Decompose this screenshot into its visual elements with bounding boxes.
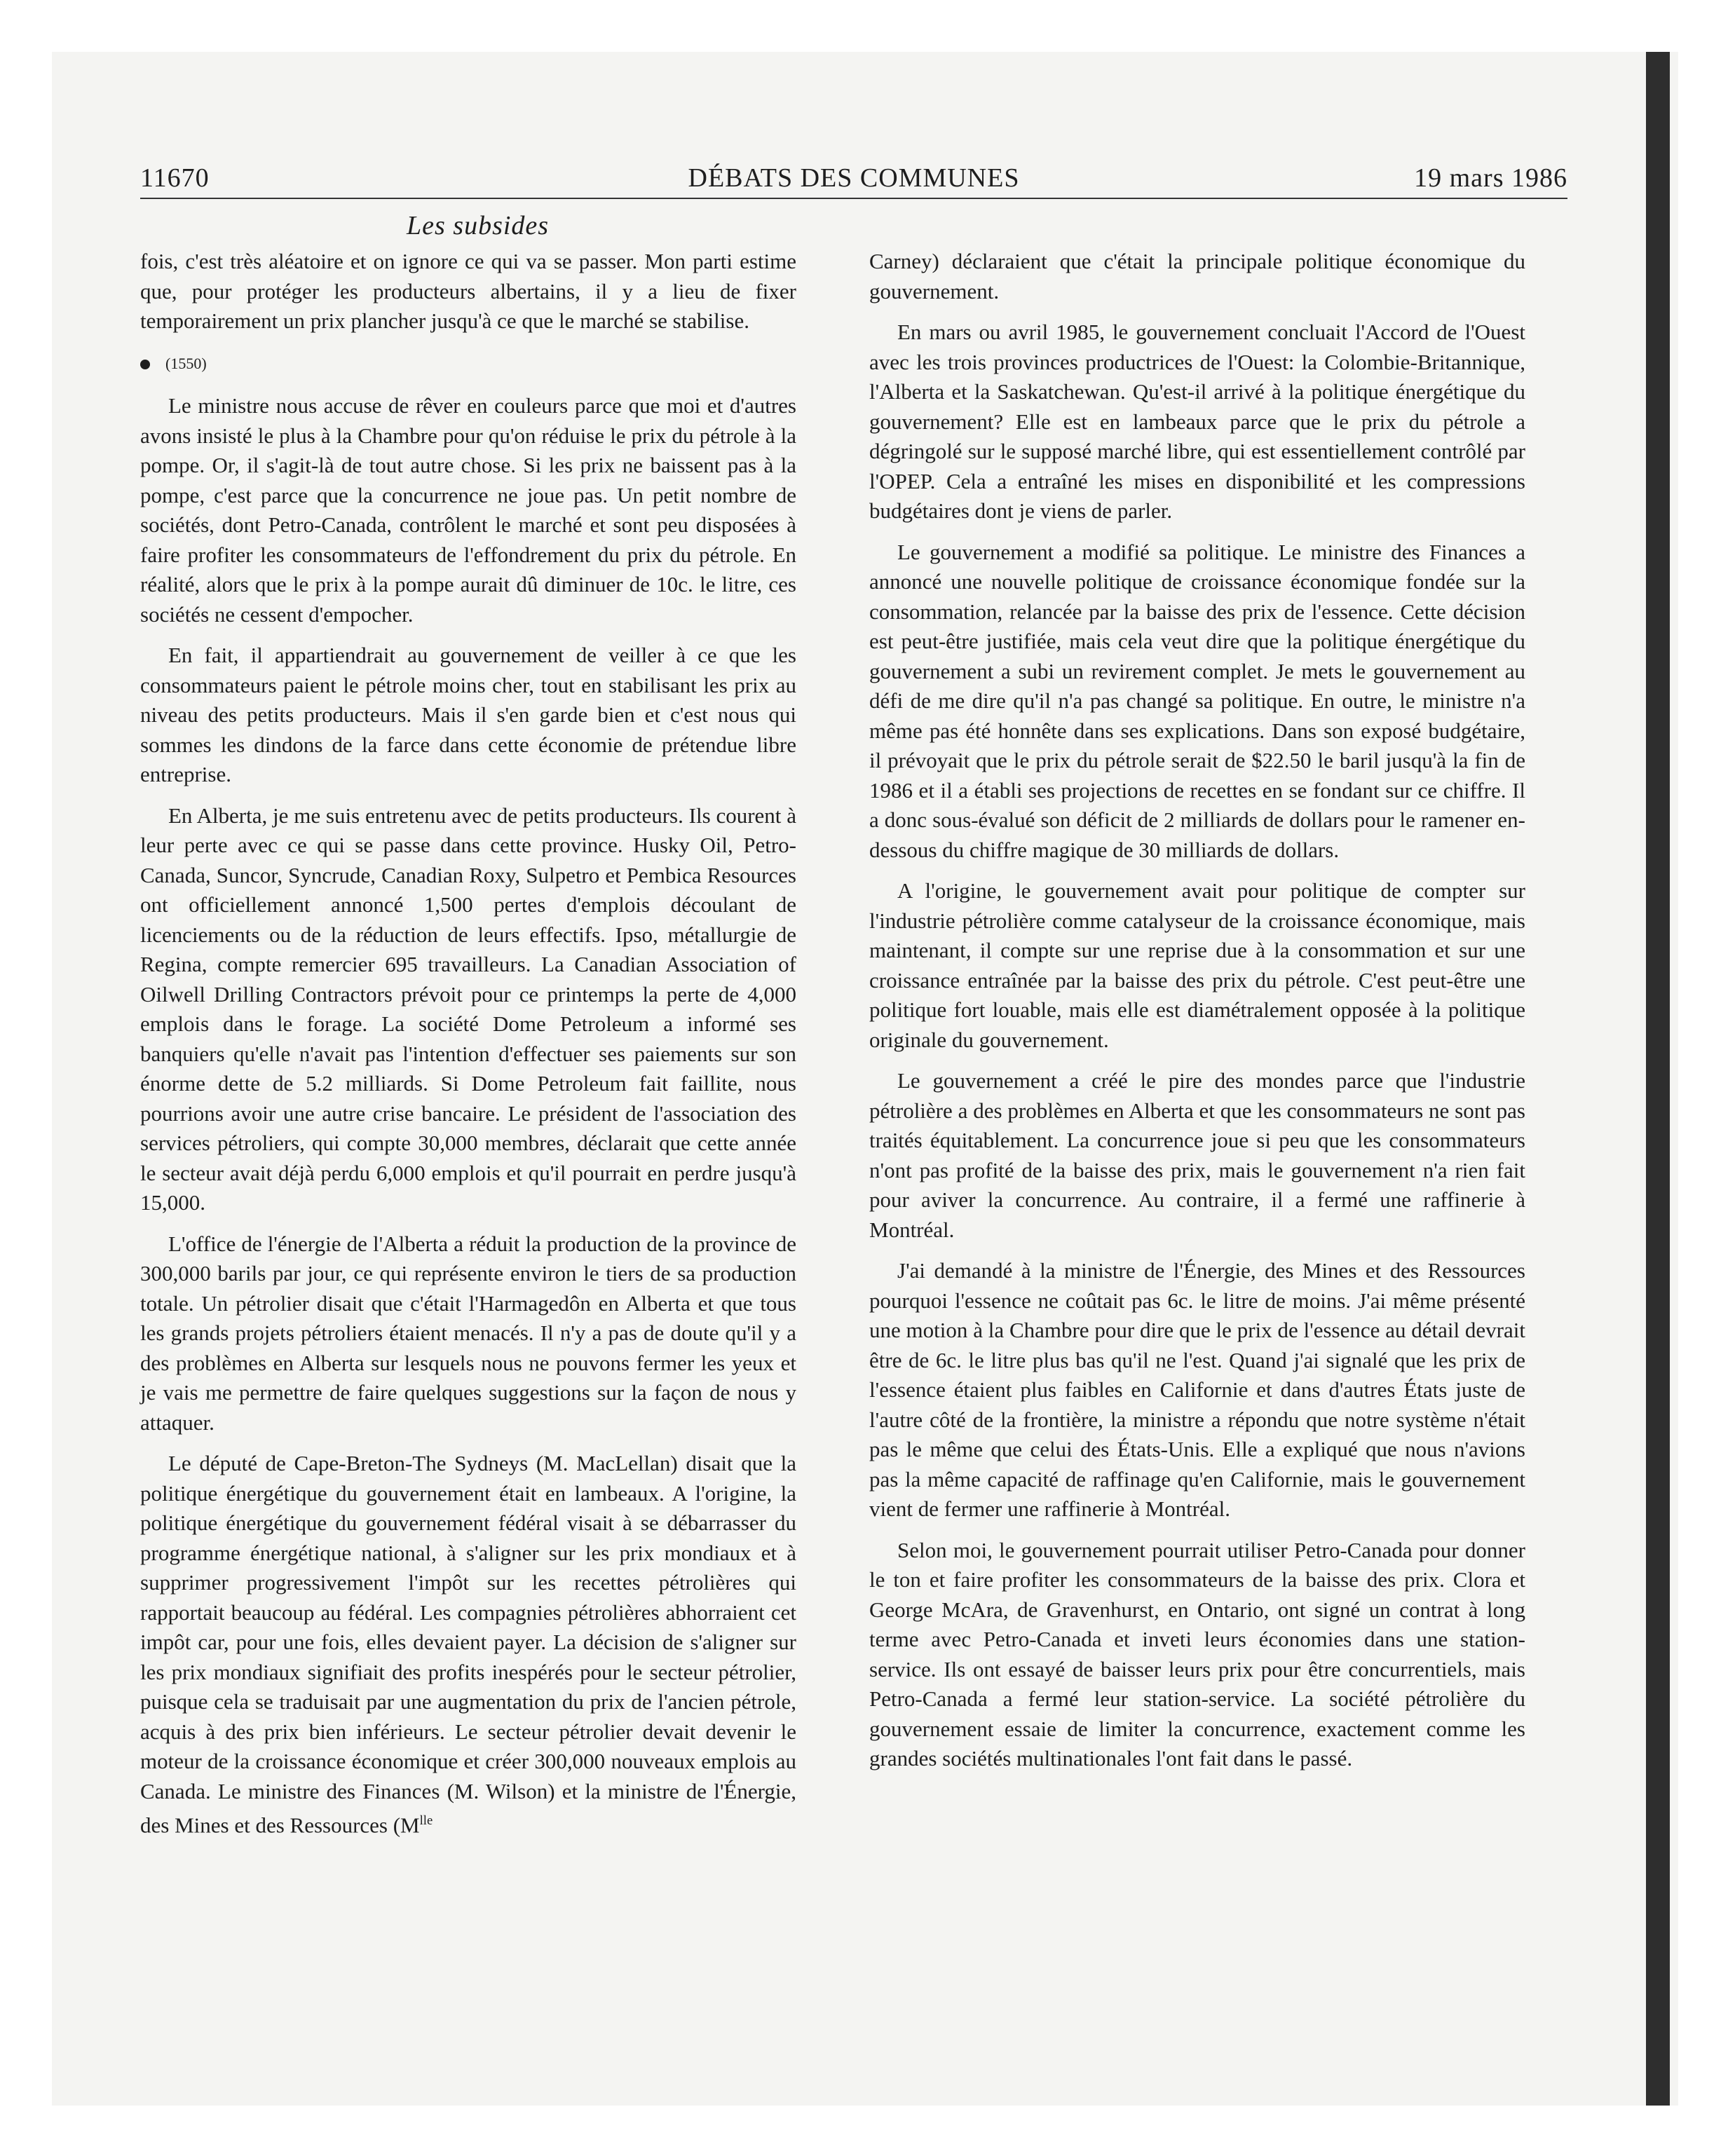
- paragraph: Carney) déclaraient que c'était la principale politique économique du gouvernement.: [869, 249, 1525, 303]
- time-marker: [140, 349, 796, 379]
- page-header: [140, 163, 1567, 198]
- paragraph: Le ministre nous accuse de rêver en couleurs parce que moi et d'autres avons insisté le plus à la Chambre pour qu'on réduise le prix du pétrole à la pompe. Or, il s'agit-là de tout autre chose. Si les prix ne baissent pas à la pompe, c'est parce que la concurrence ne joue pas. Un petit nombre de sociétés, dont Petro-Canada, contrôlent le marché et sont peu disposées à faire profiter les consommateurs de l'effondrement du prix du pétrole. En réalité, alors que le prix à la pompe aurait dû diminuer de 10c. le litre, ces sociétés ne cessent d'empocher.: [140, 393, 796, 627]
- bullet-icon: [140, 360, 150, 369]
- paragraph: A l'origine, le gouvernement avait pour politique de compter sur l'industrie pétrolière comme catalyseur de la croissance économique, mais maintenant, il compte sur une reprise due à la consommation et sur une croissance entraînée par la baisse des prix du pétrole. C'est peut-être une politique fort louable, mais elle est diamétralement opposée à la politique originale du gouvernement.: [869, 878, 1525, 1052]
- paragraph: Le gouvernement a modifié sa politique. Le ministre des Finances a annoncé une nouvelle politique de croissance économique fondée sur la consommation, relancée par la baisse des prix de l'essence. Cette décision est peut-être justifiée, mais cela veut dire que la politique énergétique du gouvernement a subi un revirement complet. Je mets le gouvernement au défi de me dire qu'il n'a pas changé sa politique. En outre, le ministre n'a même pas été honnête dans ses explications. Dans son exposé budgétaire, il prévoyait que le prix du pétrole serait de $22.50 le baril jusqu'à la fin de 1986 et il a établi ses projections de recettes en se fondant sur ce chiffre. Il a donc sous-évalué son déficit de 2 milliards de dollars pour le ramener en-dessous du chiffre magique de 30 milliards de dollars.: [869, 539, 1525, 862]
- section-title: Les subsides: [407, 211, 550, 240]
- paragraph: Selon moi, le gouvernement pourrait utiliser Petro-Canada pour donner le ton et faire profiter les consommateurs de la baisse des prix. Clora et George McAra, de Gravenhurst, en Ontario, ont signé un contrat à long terme avec Petro-Canada et inveti leurs économies dans une station-service. Ils ont essayé de baisser leurs prix pour être concurrentiels, mais Petro-Canada a fermé leur station-service. La société pétrolière du gouvernement essaie de limiter la concurrence, exactement comme les grandes sociétés multinationales l'ont fait dans le passé.: [869, 1537, 1525, 1770]
- paragraph: fois, c'est très aléatoire et on ignore ce qui va se passer. Mon parti estime que, pour protéger les producteurs albertains, il y a lieu de fixer temporairement un prix plancher jusqu'à ce que le marché se stabilise.: [140, 249, 796, 333]
- paragraph-text: Le député de Cape-Breton-The Sydneys (M. MacLellan) disait que la politique énergétique du gouvernement était en lambeaux. A l'origine, la politique énergétique du gouvernement fédéral visait à se débarrasser du programme énergétique national, à s'aligner sur les prix mondiaux et à supprimer progressivement l'impôt sur les recettes pétrolières qui rapportait beaucoup au fédéral. Les compagnies pétrolières abhorraient cet impôt car, pour une fois, elles devaient payer. La décision de s'aligner sur les prix mondiaux signifiait des profits inespérés pour le secteur pétrolier, puisque cela se traduisait par une augmentation du prix de l'ancien pétrole, acquis à des prix bien inférieurs. Le secteur pétrolier devait devenir le moteur de la croissance économique et créer 300,000 nouveaux emplois au Canada. Le ministre des Finances (M. Wilson) et la ministre de l'Énergie, des Mines et des Ressources (M: [140, 1451, 796, 1838]
- paragraph: J'ai demandé à la ministre de l'Énergie, des Mines et des Ressources pourquoi l'essence ne coûtait pas 6c. le litre de moins. J'ai même présenté une motion à la Chambre pour dire que le prix de l'essence au détail devrait être de 6c. le litre plus bas qu'il ne l'est. Quand j'ai signalé que les prix de l'essence étaient plus faibles en Californie et dans d'autres États juste de l'autre côté de la frontière, la ministre a répondu que notre système n'était pas le même que celui des États-Unis. Elle a expliqué que nous n'avions pas la même capacité de raffinage qu'en Californie, mais le gouvernement vient de fermer une raffinerie à Montréal.: [869, 1258, 1525, 1521]
- paragraph: Le gouvernement a créé le pire des mondes parce que l'industrie pétrolière a des problèmes en Alberta et que les consommateurs ne sont pas traités équitablement. La concurrence joue si peu que les consommateurs n'ont pas profité de la baisse des prix, mais le gouvernement n'a rien fait pour aviver la concurrence. Au contraire, il a fermé une raffinerie à Montréal.: [869, 1068, 1525, 1242]
- paragraph: L'office de l'énergie de l'Alberta a réduit la production de la province de 300,000 barils par jour, ce qui représente environ le tiers de sa production totale. Un pétrolier disait que c'était l'Harmagedôn en Alberta et que tous les grands projets pétroliers étaient menacés. Il n'y a pas de doute qu'il y a des problèmes en Alberta sur lesquels nous ne pouvons fermer les yeux et je vais me permettre de faire quelques suggestions sur la façon de nous y attaquer.: [140, 1231, 796, 1435]
- scan-edge-shadow: [1646, 52, 1670, 2106]
- paragraph: En mars ou avril 1985, le gouvernement concluait l'Accord de l'Ouest avec les trois provinces productrices de l'Ouest: la Colombie-Britannique, l'Alberta et la Saskatchewan. Qu'est-il arrivé à la politique énergétique du gouvernement? Elle est en lambeaux parce que le prix du pétrole a dégringolé sur le supposé marché libre, qui est essentiellement contrôlé par l'OPEP. Cela a entraîné les mises en disponibilité et les compressions budgétaires dont je viens de parler.: [869, 320, 1525, 523]
- page-number: 11670: [140, 163, 210, 193]
- header-rule: [140, 198, 1567, 199]
- left-column: [140, 247, 796, 1852]
- paragraph: En fait, il appartiendrait au gouvernement de veiller à ce que les consommateurs paient le pétrole moins cher, tout en stabilisant les prix au niveau des petits producteurs. Mais il s'en garde bien et c'est nous qui sommes les dindons de la farce dans cette économie de prétendue libre entreprise.: [140, 643, 796, 786]
- paragraph: En Alberta, je me suis entretenu avec de petits producteurs. Ils courent à leur perte avec ce qui se passe dans cette province. Husky Oil, Petro-Canada, Suncor, Syncrude, Canadian Roxy, Sulpetro et Pembica Resources ont officiellement annoncé 1,500 pertes d'emplois découlant de licenciements ou de la réduction de leurs effectifs. Ipso, métallurgie de Regina, compte remercier 695 travailleurs. La Canadian Association of Oilwell Drilling Contractors prévoit pour ce printemps la perte de 4,000 emplois dans le forage. La société Dome Petroleum a informé ses banquiers qu'elle n'avait pas l'intention d'effectuer ses paiements sur son énorme dette de 5.2 milliards. Si Dome Petroleum fait faillite, nous pourrions avoir une autre crise bancaire. Le président de l'association des services pétroliers, qui compte 30,000 membres, déclarait que cette année le secteur avait déjà perdu 6,000 emplois et qu'il pourrait en perdre jusqu'à 15,000.: [140, 803, 796, 1215]
- paragraph: [140, 1449, 796, 1841]
- publication-title: DÉBATS DES COMMUNES: [688, 163, 1020, 193]
- right-column: [869, 247, 1525, 1785]
- superscript: lle: [419, 1813, 433, 1828]
- publication-date: 19 mars 1986: [1414, 163, 1567, 193]
- time-marker-text: (1550): [165, 354, 207, 372]
